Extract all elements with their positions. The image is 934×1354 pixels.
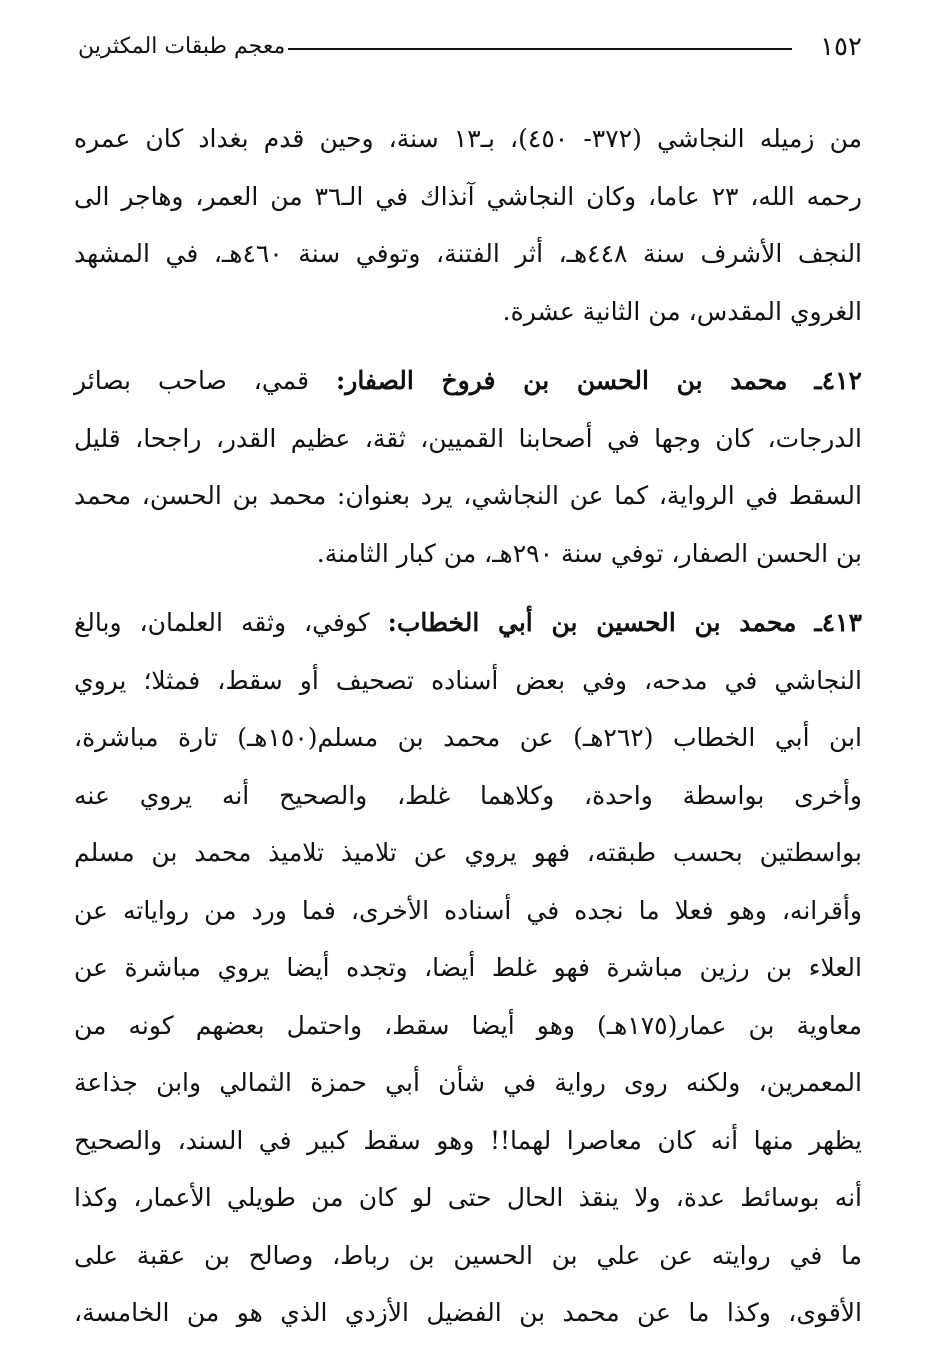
entry-heading-line bbox=[74, 594, 862, 652]
header-rule bbox=[288, 48, 792, 50]
entry-412 bbox=[74, 352, 862, 582]
text-line: الدرجات، كان وجها في أصحابنا القميين، ثقة، عظيم القدر، راجحا، قليل bbox=[74, 423, 862, 453]
page-number: ١٥٢ bbox=[820, 32, 862, 62]
text-line: بواسطتين بحسب طبقته، فهو يروي عن تلاميذ تلاميذ محمد بن مسلم bbox=[74, 838, 862, 867]
body-text bbox=[74, 110, 862, 1354]
text-line: كوفي، وثقه العلمان، وبالغ bbox=[74, 608, 370, 637]
text-line: من زميله النجاشي (٣٧٢- ٤٥٠)، بـ١٣ سنة، وحين قدم بغداد كان عمره bbox=[74, 124, 862, 153]
text-line: المعمرين، ولكنه روى رواية في شأن أبي حمزة الثمالي وابن جذاعة bbox=[74, 1068, 862, 1097]
text-line: ما في روايته عن علي بن الحسين بن رباط، وصالح بن عقبة على bbox=[74, 1240, 862, 1270]
text-line: وأخرى بواسطة واحدة، وكلاهما غلط، والصحيح أنه يروي عنه bbox=[74, 780, 862, 810]
paragraph-1 bbox=[74, 110, 862, 340]
entry-number: ٤١٢ـ bbox=[814, 366, 862, 395]
entry-name: محمد بن الحسين بن أبي الخطاب: bbox=[387, 608, 797, 637]
text-line: الغروي المقدس، من الثانية عشرة. bbox=[502, 296, 862, 326]
text-line: معاوية بن عمار(١٧٥هـ) وهو أيضا سقط، واحتمل بعضهم كونه من bbox=[74, 1010, 862, 1040]
text-line: رحمه الله، ٢٣ عاما، وكان النجاشي آنذاك في الـ٣٦ من العمر، وهاجر الى bbox=[74, 181, 862, 211]
page-header bbox=[78, 28, 862, 68]
entry-heading-line bbox=[74, 352, 862, 410]
text-line: العلاء بن رزين مباشرة فهو غلط أيضا، وتجده أيضا يروي مباشرة عن bbox=[74, 953, 862, 982]
entry-number: ٤١٣ـ bbox=[814, 608, 862, 637]
text-line: أنه بوسائط عدة، ولا ينقذ الحال حتى لو كان من طويلي الأعمار، وكذا bbox=[74, 1183, 862, 1212]
text-line: الأقوى، وكذا ما عن محمد بن الفضيل الأزدي الذي هو من الخامسة، bbox=[74, 1298, 862, 1327]
text-line: وأقرانه، وهو فعلا ما نجده في أسناده الأخرى، فما ورد من رواياته عن bbox=[74, 895, 862, 925]
text-line: السقط في الرواية، كما عن النجاشي، يرد بعنوان: محمد بن الحسن، محمد bbox=[74, 481, 862, 510]
text-line: يظهر منها أنه كان معاصرا لهما!! وهو سقط كبير في السند، والصحيح bbox=[74, 1125, 862, 1155]
running-title: معجم طبقات المكثرين bbox=[78, 34, 286, 59]
text-line: ابن أبي الخطاب (٢٦٢هـ) عن محمد بن مسلم(١٥٠هـ) تارة مباشرة، bbox=[74, 723, 862, 752]
text-line: بن الحسن الصفار، توفي سنة ٢٩٠هـ، من كبار الثامنة. bbox=[316, 538, 862, 568]
text-line: النجاشي في مدحه، وفي بعض أسناده تصحيف أو سقط، فمثلا؛ يروي bbox=[74, 665, 862, 695]
text-line: النجف الأشرف سنة ٤٤٨هـ، أثر الفتنة، وتوفي سنة ٤٦٠هـ، في المشهد bbox=[74, 239, 863, 268]
entry-413 bbox=[74, 594, 862, 1342]
text-line: قمي، صاحب بصائر bbox=[74, 366, 310, 395]
entry-name: محمد بن الحسن بن فروخ الصفار: bbox=[336, 366, 788, 395]
